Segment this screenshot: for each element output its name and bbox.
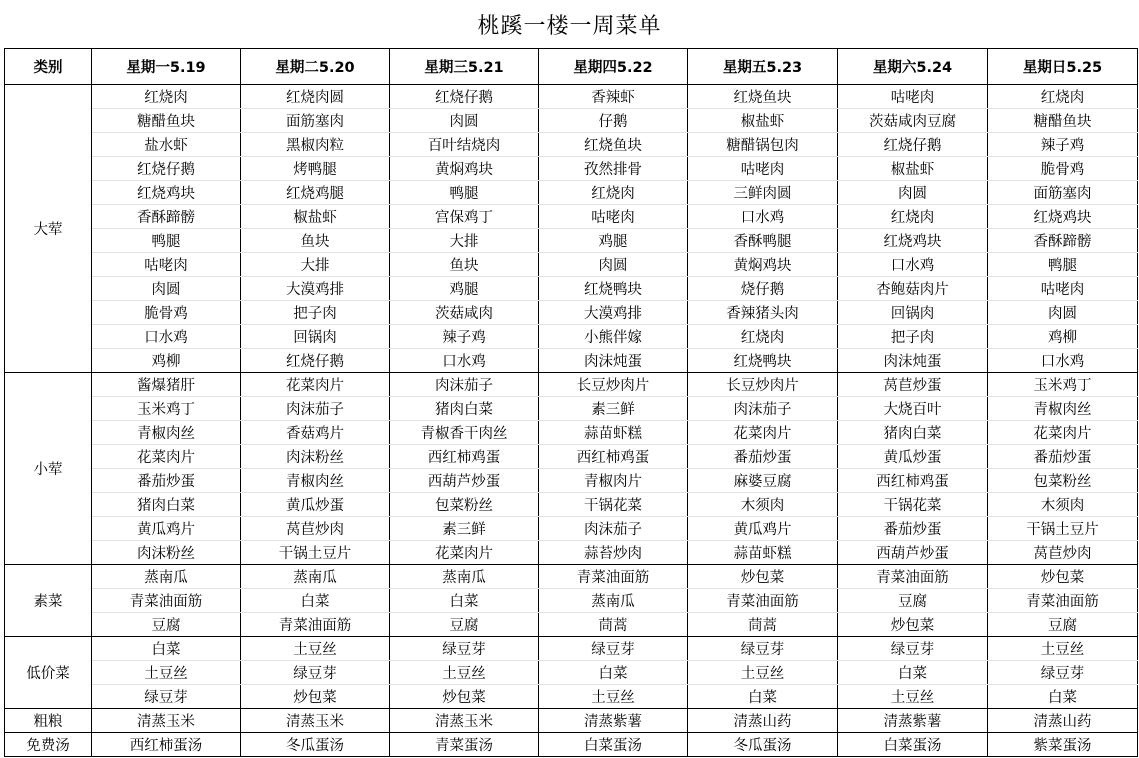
dish-cell: 绿豆芽 <box>988 661 1138 685</box>
category-cell: 粗粮 <box>5 709 92 733</box>
dish-cell: 炒包菜 <box>390 685 539 709</box>
dish-cell: 西葫芦炒蛋 <box>838 541 988 565</box>
dish-cell: 鸡腿 <box>390 277 539 301</box>
table-row <box>5 469 1138 493</box>
dish-cell: 红烧仔鹅 <box>241 349 390 373</box>
dish-cell: 辣子鸡 <box>988 133 1138 157</box>
dish-cell: 茨菇咸肉豆腐 <box>838 109 988 133</box>
dish-cell: 鱼块 <box>241 229 390 253</box>
dish-cell: 花菜肉片 <box>390 541 539 565</box>
dish-cell: 麻婆豆腐 <box>688 469 838 493</box>
menu-body <box>5 85 1138 757</box>
page-title: 桃蹊一楼一周菜单 <box>477 13 662 39</box>
dish-cell: 糖醋鱼块 <box>92 109 241 133</box>
dish-cell: 西红柿鸡蛋 <box>390 445 539 469</box>
dish-cell: 椒盐虾 <box>838 157 988 181</box>
dish-cell: 鱼块 <box>390 253 539 277</box>
dish-cell: 鸭腿 <box>92 229 241 253</box>
table-row <box>5 373 1138 397</box>
dish-cell: 鸡腿 <box>539 229 688 253</box>
table-row <box>5 109 1138 133</box>
dish-cell: 白菜 <box>539 661 688 685</box>
dish-cell: 蒸南瓜 <box>241 565 390 589</box>
header-cell-wednesday: 星期三5.21 <box>390 49 539 85</box>
dish-cell: 肉圆 <box>390 109 539 133</box>
dish-cell: 茼蒿 <box>688 613 838 637</box>
dish-cell: 炒包菜 <box>838 613 988 637</box>
dish-cell: 黄焖鸡块 <box>688 253 838 277</box>
dish-cell: 面筋塞肉 <box>988 181 1138 205</box>
table-row <box>5 613 1138 637</box>
dish-cell: 青菜油面筋 <box>988 589 1138 613</box>
dish-cell: 青菜蛋汤 <box>390 733 539 757</box>
dish-cell: 茨菇咸肉 <box>390 301 539 325</box>
table-row <box>5 133 1138 157</box>
dish-cell: 土豆丝 <box>688 661 838 685</box>
dish-cell: 肉沫粉丝 <box>92 541 241 565</box>
dish-cell: 木须肉 <box>688 493 838 517</box>
dish-cell: 黄焖鸡块 <box>390 157 539 181</box>
dish-cell: 白菜 <box>688 685 838 709</box>
dish-cell: 鸭腿 <box>390 181 539 205</box>
dish-cell: 青菜油面筋 <box>688 589 838 613</box>
dish-cell: 黄瓜炒蛋 <box>838 445 988 469</box>
dish-cell: 红烧肉 <box>988 85 1138 109</box>
dish-cell: 蒜苗虾糕 <box>688 541 838 565</box>
header-cell-friday: 星期五5.23 <box>688 49 838 85</box>
dish-cell: 面筋塞肉 <box>241 109 390 133</box>
dish-cell: 番茄炒蛋 <box>988 445 1138 469</box>
dish-cell: 青菜油面筋 <box>838 565 988 589</box>
dish-cell: 白菜蛋汤 <box>838 733 988 757</box>
header-cell-sunday: 星期日5.25 <box>988 49 1138 85</box>
dish-cell: 红烧鸭块 <box>539 277 688 301</box>
dish-cell: 清蒸玉米 <box>390 709 539 733</box>
dish-cell: 红烧鸭块 <box>688 349 838 373</box>
dish-cell: 脆骨鸡 <box>988 157 1138 181</box>
dish-cell: 盐水虾 <box>92 133 241 157</box>
dish-cell: 冬瓜蛋汤 <box>688 733 838 757</box>
dish-cell: 红烧肉圆 <box>241 85 390 109</box>
dish-cell: 肉圆 <box>92 277 241 301</box>
dish-cell: 三鲜肉圆 <box>688 181 838 205</box>
dish-cell: 绿豆芽 <box>390 637 539 661</box>
dish-cell: 百叶结烧肉 <box>390 133 539 157</box>
dish-cell: 红烧仔鹅 <box>390 85 539 109</box>
category-cell: 小荤 <box>5 373 92 565</box>
dish-cell: 西红柿鸡蛋 <box>539 445 688 469</box>
dish-cell: 糖醋鱼块 <box>988 109 1138 133</box>
dish-cell: 鸡柳 <box>988 325 1138 349</box>
dish-cell: 猪肉白菜 <box>390 397 539 421</box>
dish-cell: 仔鹅 <box>539 109 688 133</box>
header-cell-monday: 星期一5.19 <box>92 49 241 85</box>
dish-cell: 大排 <box>390 229 539 253</box>
dish-cell: 香辣猪头肉 <box>688 301 838 325</box>
dish-cell: 红烧仔鹅 <box>838 133 988 157</box>
dish-cell: 香辣虾 <box>539 85 688 109</box>
dish-cell: 香酥蹄髈 <box>92 205 241 229</box>
dish-cell: 蒜苔炒肉 <box>539 541 688 565</box>
dish-cell: 蒜苗虾糕 <box>539 421 688 445</box>
dish-cell: 西红柿鸡蛋 <box>838 469 988 493</box>
dish-cell: 红烧肉 <box>838 205 988 229</box>
dish-cell: 茼蒿 <box>539 613 688 637</box>
dish-cell: 土豆丝 <box>92 661 241 685</box>
category-cell: 免费汤 <box>5 733 92 757</box>
dish-cell: 青椒肉片 <box>539 469 688 493</box>
dish-cell: 青椒香干肉丝 <box>390 421 539 445</box>
header-cell-category: 类别 <box>5 49 92 85</box>
dish-cell: 红烧肉 <box>92 85 241 109</box>
table-row <box>5 733 1138 757</box>
dish-cell: 口水鸡 <box>92 325 241 349</box>
dish-cell: 蒸南瓜 <box>390 565 539 589</box>
dish-cell: 大烧百叶 <box>838 397 988 421</box>
dish-cell: 清蒸紫薯 <box>539 709 688 733</box>
dish-cell: 土豆丝 <box>838 685 988 709</box>
dish-cell: 莴苣炒蛋 <box>838 373 988 397</box>
table-row <box>5 157 1138 181</box>
dish-cell: 烤鸭腿 <box>241 157 390 181</box>
dish-cell: 口水鸡 <box>390 349 539 373</box>
dish-cell: 椒盐虾 <box>241 205 390 229</box>
dish-cell: 白菜 <box>92 637 241 661</box>
dish-cell: 酱爆猪肝 <box>92 373 241 397</box>
dish-cell: 杏鲍菇肉片 <box>838 277 988 301</box>
dish-cell: 红烧肉 <box>539 181 688 205</box>
dish-cell: 红烧鱼块 <box>688 85 838 109</box>
table-row <box>5 445 1138 469</box>
dish-cell: 红烧鸡块 <box>838 229 988 253</box>
dish-cell: 肉圆 <box>988 301 1138 325</box>
dish-cell: 绿豆芽 <box>539 637 688 661</box>
table-row <box>5 589 1138 613</box>
dish-cell: 冬瓜蛋汤 <box>241 733 390 757</box>
dish-cell: 清蒸山药 <box>688 709 838 733</box>
dish-cell: 烧仔鹅 <box>688 277 838 301</box>
table-row <box>5 397 1138 421</box>
dish-cell: 紫菜蛋汤 <box>988 733 1138 757</box>
dish-cell: 黑椒肉粒 <box>241 133 390 157</box>
dish-cell: 香酥鸭腿 <box>688 229 838 253</box>
dish-cell: 宫保鸡丁 <box>390 205 539 229</box>
dish-cell: 西红柿蛋汤 <box>92 733 241 757</box>
dish-cell: 青菜油面筋 <box>241 613 390 637</box>
dish-cell: 豆腐 <box>92 613 241 637</box>
dish-cell: 红烧肉 <box>688 325 838 349</box>
dish-cell: 回锅肉 <box>838 301 988 325</box>
dish-cell: 把子肉 <box>241 301 390 325</box>
dish-cell: 豆腐 <box>390 613 539 637</box>
table-row <box>5 229 1138 253</box>
header-cell-thursday: 星期四5.22 <box>539 49 688 85</box>
dish-cell: 绿豆芽 <box>241 661 390 685</box>
dish-cell: 黄瓜鸡片 <box>688 517 838 541</box>
dish-cell: 清蒸玉米 <box>92 709 241 733</box>
dish-cell: 肉沫茄子 <box>688 397 838 421</box>
table-row <box>5 493 1138 517</box>
dish-cell: 花菜肉片 <box>92 445 241 469</box>
dish-cell: 莴苣炒肉 <box>988 541 1138 565</box>
dish-cell: 白菜 <box>988 685 1138 709</box>
category-cell: 低价菜 <box>5 637 92 709</box>
table-row <box>5 709 1138 733</box>
dish-cell: 白菜 <box>838 661 988 685</box>
dish-cell: 莴苣炒肉 <box>241 517 390 541</box>
table-row <box>5 325 1138 349</box>
dish-cell: 青椒肉丝 <box>241 469 390 493</box>
dish-cell: 玉米鸡丁 <box>92 397 241 421</box>
table-row <box>5 85 1138 109</box>
dish-cell: 糖醋锅包肉 <box>688 133 838 157</box>
dish-cell: 大漠鸡排 <box>241 277 390 301</box>
dish-cell: 香菇鸡片 <box>241 421 390 445</box>
dish-cell: 青椒肉丝 <box>92 421 241 445</box>
dish-cell: 蒸南瓜 <box>92 565 241 589</box>
dish-cell: 咕咾肉 <box>539 205 688 229</box>
dish-cell: 鸭腿 <box>988 253 1138 277</box>
header-cell-tuesday: 星期二5.20 <box>241 49 390 85</box>
table-row <box>5 277 1138 301</box>
dish-cell: 炒包菜 <box>688 565 838 589</box>
dish-cell: 大漠鸡排 <box>539 301 688 325</box>
dish-cell: 咕咾肉 <box>838 85 988 109</box>
dish-cell: 孜然排骨 <box>539 157 688 181</box>
dish-cell: 青椒肉丝 <box>988 397 1138 421</box>
dish-cell: 肉圆 <box>539 253 688 277</box>
dish-cell: 绿豆芽 <box>838 637 988 661</box>
dish-cell: 红烧鸡块 <box>92 181 241 205</box>
dish-cell: 白菜 <box>390 589 539 613</box>
dish-cell: 猪肉白菜 <box>838 421 988 445</box>
dish-cell: 红烧鸡腿 <box>241 181 390 205</box>
dish-cell: 绿豆芽 <box>92 685 241 709</box>
dish-cell: 红烧鸡块 <box>988 205 1138 229</box>
dish-cell: 番茄炒蛋 <box>92 469 241 493</box>
dish-cell: 干锅土豆片 <box>988 517 1138 541</box>
dish-cell: 肉圆 <box>838 181 988 205</box>
dish-cell: 干锅花菜 <box>838 493 988 517</box>
table-row <box>5 301 1138 325</box>
dish-cell: 大排 <box>241 253 390 277</box>
table-row <box>5 349 1138 373</box>
dish-cell: 包菜粉丝 <box>988 469 1138 493</box>
dish-cell: 肉沫炖蛋 <box>838 349 988 373</box>
category-cell: 大荤 <box>5 85 92 373</box>
dish-cell: 香酥蹄髈 <box>988 229 1138 253</box>
dish-cell: 素三鲜 <box>539 397 688 421</box>
dish-cell: 咕咾肉 <box>92 253 241 277</box>
dish-cell: 长豆炒肉片 <box>688 373 838 397</box>
dish-cell: 清蒸紫薯 <box>838 709 988 733</box>
dish-cell: 豆腐 <box>838 589 988 613</box>
dish-cell: 咕咾肉 <box>688 157 838 181</box>
dish-cell: 番茄炒蛋 <box>688 445 838 469</box>
dish-cell: 土豆丝 <box>988 637 1138 661</box>
dish-cell: 番茄炒蛋 <box>838 517 988 541</box>
dish-cell: 口水鸡 <box>988 349 1138 373</box>
table-row <box>5 685 1138 709</box>
dish-cell: 土豆丝 <box>390 661 539 685</box>
dish-cell: 肉沫茄子 <box>539 517 688 541</box>
dish-cell: 干锅花菜 <box>539 493 688 517</box>
dish-cell: 小熊伴嫁 <box>539 325 688 349</box>
table-row <box>5 253 1138 277</box>
dish-cell: 包菜粉丝 <box>390 493 539 517</box>
table-row <box>5 517 1138 541</box>
dish-cell: 木须肉 <box>988 493 1138 517</box>
table-row <box>5 565 1138 589</box>
dish-cell: 白菜蛋汤 <box>539 733 688 757</box>
table-row <box>5 205 1138 229</box>
dish-cell: 咕咾肉 <box>988 277 1138 301</box>
dish-cell: 红烧仔鹅 <box>92 157 241 181</box>
header-cell-saturday: 星期六5.24 <box>838 49 988 85</box>
dish-cell: 长豆炒肉片 <box>539 373 688 397</box>
dish-cell: 辣子鸡 <box>390 325 539 349</box>
table-row <box>5 661 1138 685</box>
dish-cell: 椒盐虾 <box>688 109 838 133</box>
dish-cell: 口水鸡 <box>688 205 838 229</box>
dish-cell: 西葫芦炒蛋 <box>390 469 539 493</box>
dish-cell: 干锅土豆片 <box>241 541 390 565</box>
dish-cell: 肉沫茄子 <box>390 373 539 397</box>
dish-cell: 回锅肉 <box>241 325 390 349</box>
dish-cell: 花菜肉片 <box>241 373 390 397</box>
dish-cell: 炒包菜 <box>988 565 1138 589</box>
dish-cell: 黄瓜鸡片 <box>92 517 241 541</box>
table-row <box>5 637 1138 661</box>
dish-cell: 土豆丝 <box>241 637 390 661</box>
dish-cell: 黄瓜炒蛋 <box>241 493 390 517</box>
dish-cell: 白菜 <box>241 589 390 613</box>
title-bar <box>0 0 1139 48</box>
dish-cell: 清蒸玉米 <box>241 709 390 733</box>
dish-cell: 青菜油面筋 <box>539 565 688 589</box>
dish-cell: 蒸南瓜 <box>539 589 688 613</box>
dish-cell: 口水鸡 <box>838 253 988 277</box>
dish-cell: 肉沫炖蛋 <box>539 349 688 373</box>
dish-cell: 红烧鱼块 <box>539 133 688 157</box>
table-row <box>5 181 1138 205</box>
dish-cell: 青菜油面筋 <box>92 589 241 613</box>
dish-cell: 肉沫茄子 <box>241 397 390 421</box>
dish-cell: 脆骨鸡 <box>92 301 241 325</box>
dish-cell: 土豆丝 <box>539 685 688 709</box>
dish-cell: 肉沫粉丝 <box>241 445 390 469</box>
weekly-menu-table <box>4 48 1138 757</box>
dish-cell: 把子肉 <box>838 325 988 349</box>
dish-cell: 猪肉白菜 <box>92 493 241 517</box>
dish-cell: 花菜肉片 <box>688 421 838 445</box>
category-cell: 素菜 <box>5 565 92 637</box>
header-row <box>5 49 1138 85</box>
dish-cell: 绿豆芽 <box>688 637 838 661</box>
dish-cell: 素三鲜 <box>390 517 539 541</box>
dish-cell: 花菜肉片 <box>988 421 1138 445</box>
table-row <box>5 421 1138 445</box>
dish-cell: 鸡柳 <box>92 349 241 373</box>
table-row <box>5 541 1138 565</box>
dish-cell: 豆腐 <box>988 613 1138 637</box>
dish-cell: 清蒸山药 <box>988 709 1138 733</box>
dish-cell: 玉米鸡丁 <box>988 373 1138 397</box>
dish-cell: 炒包菜 <box>241 685 390 709</box>
